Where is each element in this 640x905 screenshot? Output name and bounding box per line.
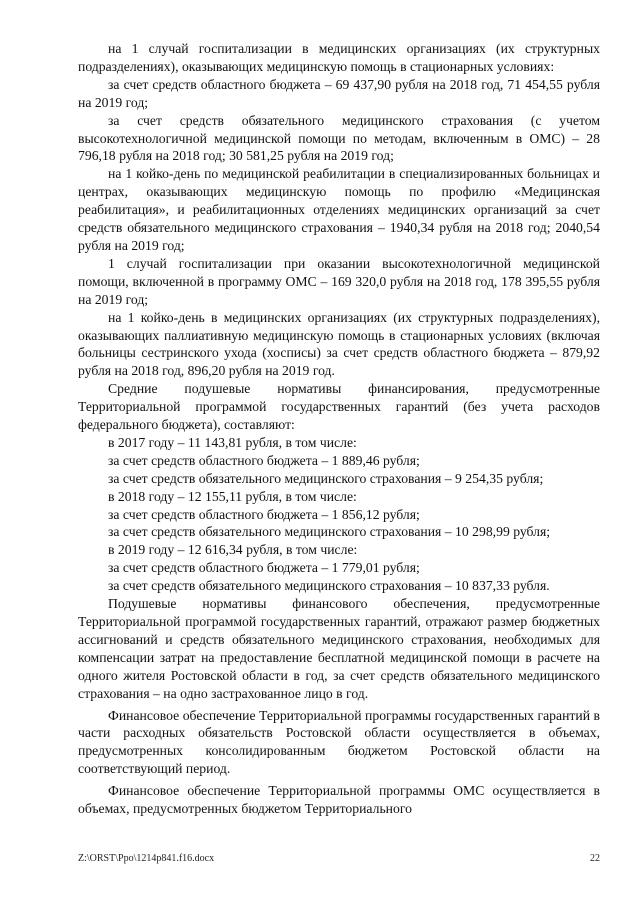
paragraph: в 2018 году – 12 155,11 рубля, в том числе: (108, 488, 357, 504)
paragraph: Финансовое обеспечение Территориальной программы ОМС осуществляется в объемах, предусмотренных бюджетом Территориального (78, 783, 600, 817)
paragraph: за счет средств обязательного медицинского страхования – 10 298,99 рубля; (108, 524, 551, 540)
paragraph: за счет средств областного бюджета – 1 889,46 рубля; (108, 452, 420, 468)
document-body (78, 40, 600, 818)
paragraph: Финансовое обеспечение Территориальной программы государственных гарантий в части расходных обязательств Ростовской области осуществляется в объемах, предусмотренных консолидированным бюджетом Ростовской области на соответствующий период. (78, 707, 600, 777)
paragraph: за счет средств обязательного медицинского страхования (с учетом высокотехнологичной медицинской помощи по методам, включенным в ОМС) – 28 796,18 рубля на 2018 год; 30 581,25 рубля на 2019 год; (78, 112, 600, 164)
paragraph: на 1 койко-день по медицинской реабилитации в специализированных больницах и центрах, оказывающих медицинскую помощь по профилю «Медицинская реабилитация», и реабилитационных отделениях медицинских организаций за счет средств обязательного медицинского страхования – 1940,34 рубля на 2018 год; 2040,54 рубля на 2019 год; (78, 166, 600, 253)
paragraph: Подушевые нормативы финансового обеспечения, предусмотренные Территориальной программой государственных гарантий, отражают размер бюджетных ассигнований и средств обязательного медицинского страхования, необходимых для компенсации затрат на предоставление бесплатной медицинской помощи в расчете на одного жителя Ростовской области в год, за счет средств обязательного медицинского страхования – на одно застрахованное лицо в год. (78, 596, 600, 701)
paragraph: Средние подушевые нормативы финансирования, предусмотренные Территориальной программой государственных гарантий (без учета расходов федерального бюджета), составляют: (78, 381, 600, 433)
page-number: 22 (590, 853, 600, 864)
paragraph: за счет средств областного бюджета – 1 779,01 рубля; (108, 560, 420, 576)
paragraph: в 2017 году – 11 143,81 рубля, в том числе: (108, 434, 357, 450)
paragraph: за счет средств областного бюджета – 1 856,12 рубля; (108, 506, 420, 522)
footer-file-path: Z:\ORST\Ppo\1214p841.f16.docx (78, 853, 215, 864)
paragraph: на 1 случай госпитализации в медицинских организациях (их структурных подразделениях), оказывающих медицинскую помощь в стационарных условиях: (78, 41, 600, 74)
paragraph: за счет средств обязательного медицинского страхования – 9 254,35 рубля; (108, 470, 544, 486)
paragraph: на 1 койко-день в медицинских организациях (их структурных подразделениях), оказывающих паллиативную медицинскую помощь в стационарных условиях (включая больницы сестринского ухода (хосписы) за счет средств областного бюджета – 879,92 рубля на 2018 год, 896,20 рубля на 2019 год. (78, 309, 600, 379)
paragraph: за счет средств областного бюджета – 69 437,90 рубля на 2018 год, 71 454,55 рубля на 2019 год; (78, 76, 600, 110)
paragraph: 1 случай госпитализации при оказании высокотехнологичной медицинской помощи, включенной в программу ОМС – 169 320,0 рубля на 2018 год, 178 395,55 рубля на 2019 год; (78, 255, 600, 307)
paragraph: за счет средств обязательного медицинского страхования – 10 837,33 рубля. (108, 578, 550, 594)
paragraph: в 2019 году – 12 616,34 рубля, в том числе: (108, 542, 358, 558)
